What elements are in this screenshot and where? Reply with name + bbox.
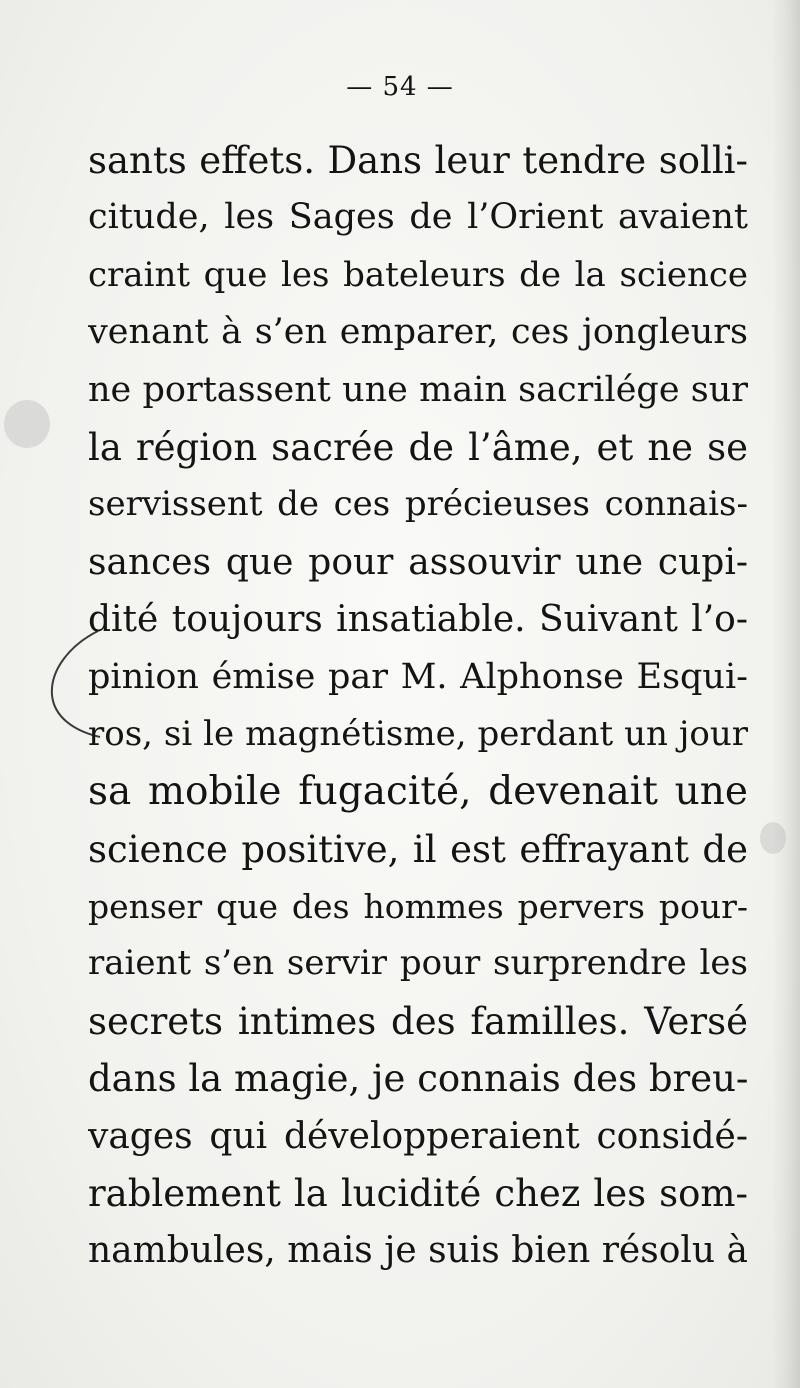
text-line: dans la magie, je connais des breu- [88,1057,748,1101]
text-line: vages qui développeraient considé- [88,1115,748,1157]
text-line: dité toujours insatiable. Suivant l’o- [88,599,748,641]
text-line: servissent de ces précieuses connais- [88,484,748,525]
text-line: craint que les bateleurs de la science [88,254,748,295]
body-text [88,132,748,1280]
text-line: penser que des hommes pervers pour- [88,887,748,927]
text-line: sants effets. Dans leur tendre solli- [88,139,748,182]
paper-stain-right [760,822,786,854]
text-line: citude, les Sages de l’Orient avaient [88,197,748,238]
text-line: raient s’en servir pour surprendre les [88,943,748,984]
text-line: secrets intimes des familles. Versé [88,999,748,1043]
text-line: ros, si le magnétisme, perdant un jour [88,713,748,754]
text-line: sa mobile fugacité, devenait une [88,769,748,815]
text-line: pinion émise par M. Alphonse Esqui- [88,656,748,697]
text-line: nambules, mais je suis bien résolu à [88,1230,748,1272]
text-line: venant à s’en emparer, ces jongleurs [88,312,748,353]
text-line: la région sacrée de l’âme, et ne se [88,425,748,469]
text-line: sances que pour assouvir une cupi- [88,541,748,583]
text-line: ne portassent une main sacrilége sur [88,369,748,410]
text-line: science positive, il est effrayant de [88,827,748,871]
paper-stain-left [4,400,50,448]
text-line: rablement la lucidité chez les som- [88,1172,748,1216]
page-edge-shadow [772,0,800,1388]
page-number: — 54 — [346,72,454,102]
